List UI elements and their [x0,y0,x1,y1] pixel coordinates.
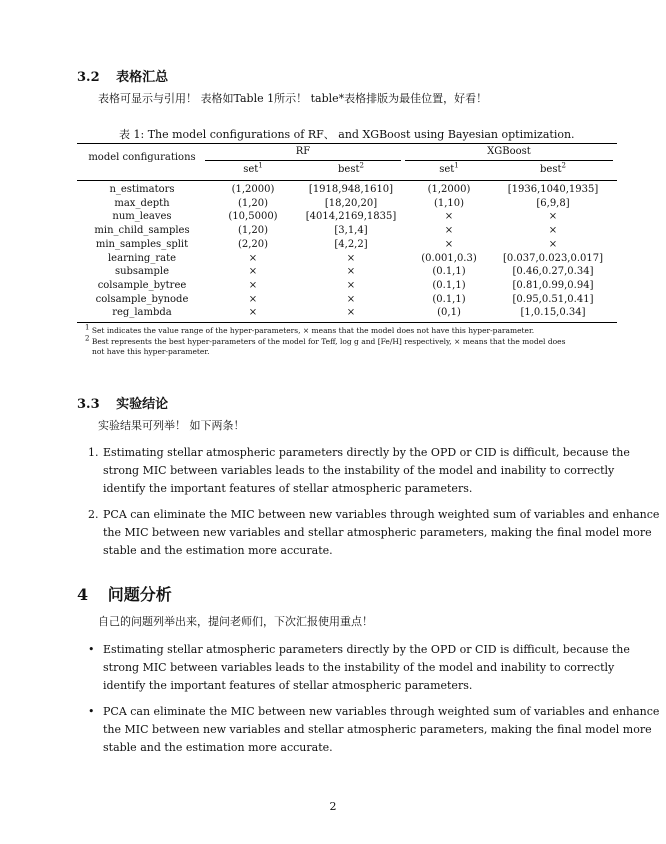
sub-header-xgb-set [405,161,493,175]
footnote-mark: 1 [85,323,90,332]
footnote-text: Best represents the best hyper-parameters of the model for Teff, log g and [Fe/H] respectively, × means that the model does [91,337,566,346]
table-cell-rf-set: × [248,279,258,291]
table-cell-rf-set: × [248,293,258,305]
section-number: 3.2 [77,70,100,85]
sub-header-rf-set [205,161,301,175]
section-title: 问题分析 [107,585,172,604]
sub-header-text: best [338,164,360,175]
numbered-list-item [88,444,630,498]
section-title: 实验结论 [116,397,169,412]
list-item-line: strong MIC between variables leads to the instability of the model and inability to correctly [103,661,615,674]
table-cell-xgb-set: (1,2000) [427,184,471,195]
list-marker: • [88,705,95,718]
table-row [77,252,617,266]
table-cell-name: colsample_bytree [97,279,187,291]
table-footnote-2 [85,334,620,347]
section-intro: 自己的问题列举出来，提问老师们，下次汇报使用重点！ [98,615,373,628]
table-cell-name: learning_rate [107,252,177,264]
footnote-text: Set indicates the value range of the hyper-parameters, × means that the model does not have this hyper-parameter. [91,326,535,335]
sub-header-rf-best [301,161,401,175]
table-cell-xgb-best: × [548,211,558,223]
table-row [77,279,617,293]
table-cell-xgb-best: [0.46,0.27,0.34] [512,266,594,278]
table-top-rule [77,143,617,144]
table-cell-rf-best: × [346,307,356,319]
table-cell-xgb-best: [1,0.15,0.34] [520,307,586,319]
section-intro: 实验结果可列举！ 如下两条！ [98,419,245,432]
section-intro: 表格可显示与引用！ 表格如Table 1所示！ table*表格排版为最佳位置，好看！ [98,92,488,105]
table-cell-rf-set: (1,20) [237,225,269,237]
table-cell-rf-set: × [248,252,258,264]
list-marker: 1. [88,446,99,459]
table-cell-xgb-best: × [548,238,558,250]
table-cell-xgb-best: [0.95,0.51,0.41] [512,293,594,305]
table-cell-rf-set: × [248,266,258,278]
table-footnote-1 [85,323,620,336]
table-cell-xgb-set: (0.1,1) [432,279,466,291]
list-marker: • [88,643,95,656]
table-header-rule [77,180,617,181]
xgb-group-rule [405,160,613,161]
table-cell-rf-best: [1918,948,1610] [308,184,394,195]
table-cell-rf-best: × [346,279,356,291]
table-cell-xgb-set: (0.1,1) [432,293,466,305]
table-row [77,306,617,320]
table-cell-rf-best: [4,2,2] [334,238,368,250]
sub-header-text: set [439,164,455,175]
list-item-line: the MIC between new variables and stellar atmospheric parameters, making the final model more [103,723,652,736]
list-item-line: strong MIC between variables leads to the instability of the model and inability to correctly [103,464,615,477]
list-item-line: Estimating stellar atmospheric parameters directly by the OPD or CID is difficult, because the [103,446,630,459]
page-number: 2 [329,800,337,813]
table-row [77,210,617,224]
footnote-mark: 2 [561,161,566,170]
sub-header-text: set [243,164,259,175]
table-row [77,293,617,307]
table-cell-xgb-best: [1936,1040,1935] [507,184,599,195]
table-cell-name: num_leaves [112,211,172,223]
table-cell-rf-best: [3,1,4] [334,225,368,237]
table-cell-xgb-set: × [444,225,454,237]
table-row [77,197,617,211]
section-number: 4 [77,585,89,604]
footnote-mark: 1 [454,161,459,170]
table-cell-xgb-best: [0.037,0.023,0.017] [502,252,604,264]
table-cell-name: reg_lambda [112,307,172,319]
section-heading-3-3 [77,393,168,412]
table-cell-xgb-best: × [548,225,558,237]
table-cell-name: max_depth [114,197,170,209]
bullet-list-item [88,641,630,695]
list-item-line: Estimating stellar atmospheric parameters directly by the OPD or CID is difficult, because the [103,643,630,656]
list-item-line: PCA can eliminate the MIC between new variables through weighted sum of variables and enhance [103,508,660,521]
table-cell-rf-best: [18,20,20] [324,197,378,209]
list-item-line: the MIC between new variables and stellar atmospheric parameters, making the final model more [103,526,652,539]
table-footnote-2-cont: not have this hyper-parameter. [92,347,210,356]
table-row [77,224,617,238]
rf-group-rule [205,160,401,161]
table-cell-xgb-best: [6,9,8] [536,197,570,209]
table-cell-rf-best: × [346,293,356,305]
table-row [77,183,617,197]
list-item-line: identify the important features of stellar atmospheric parameters. [103,482,473,495]
list-item-line: PCA can eliminate the MIC between new variables through weighted sum of variables and enhance [103,705,660,718]
table-cell-rf-best: × [346,252,356,264]
list-marker: 2. [88,508,99,521]
table-cell-xgb-set: (0.1,1) [432,266,466,278]
table-row [77,238,617,252]
table-cell-xgb-set: (0.001,0.3) [421,252,477,264]
table-cell-name: n_estimators [109,184,175,195]
table-cell-rf-set: (10,5000) [228,211,278,223]
footnote-mark: 2 [359,161,364,170]
sub-header-xgb-best [493,161,613,175]
group-header-xgb: XGBoost [487,146,531,157]
table-cell-name: min_samples_split [95,238,189,250]
footnote-mark: 2 [85,334,90,343]
bullet-list-item [88,703,660,757]
table-cell-rf-set: (1,2000) [231,184,275,195]
table-cell-name: subsample [114,266,170,278]
list-item-line: stable and the estimation more accurate. [103,544,333,557]
table-cell-xgb-set: × [444,238,454,250]
table-cell-name: min_child_samples [94,225,190,237]
sub-header-text: best [540,164,562,175]
table-cell-xgb-best: [0.81,0.99,0.94] [512,279,594,291]
table-cell-name: colsample_bynode [95,293,189,305]
table-bottom-rule [77,322,617,323]
list-item-line: identify the important features of stellar atmospheric parameters. [103,679,473,692]
table-row [77,265,617,279]
section-heading-3-2 [77,66,168,85]
table-cell-rf-set: (1,20) [237,197,269,209]
section-title: 表格汇总 [116,70,169,85]
table-cell-rf-set: × [248,307,258,319]
table-cell-rf-best: × [346,266,356,278]
list-item-line: stable and the estimation more accurate. [103,741,333,754]
table-cell-xgb-set: (0,1) [437,307,461,319]
section-number: 3.3 [77,397,100,412]
table-cell-xgb-set: (1,10) [433,197,465,209]
footnote-mark: 1 [258,161,263,170]
table-cell-xgb-set: × [444,211,454,223]
col-header-config: model configurations [88,152,196,163]
numbered-list-item [88,506,660,560]
section-heading-4 [77,582,172,605]
table-cell-rf-best: [4014,2169,1835] [305,211,397,223]
group-header-rf: RF [295,146,311,157]
table-cell-rf-set: (2,20) [237,238,269,250]
table-caption: 表 1: The model configurations of RF、 and XGBoost using Bayesian optimization. [119,128,575,141]
